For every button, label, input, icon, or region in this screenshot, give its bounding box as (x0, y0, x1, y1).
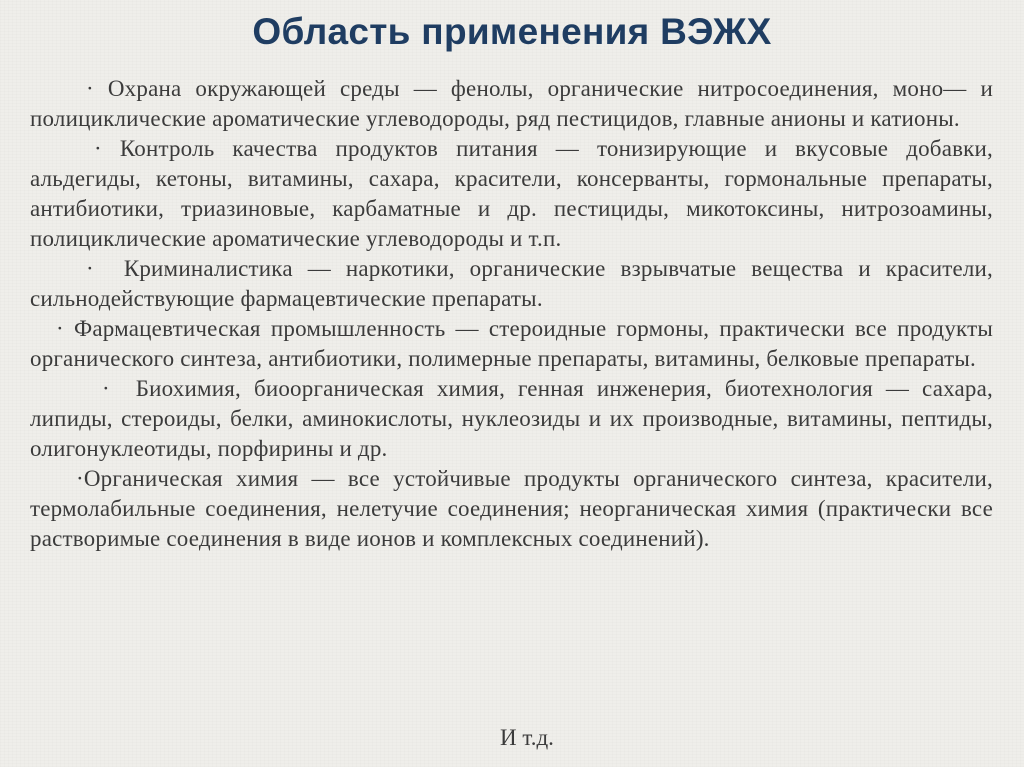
paragraph-pharma (30, 314, 993, 374)
paragraph-food-quality (30, 134, 993, 254)
slide-title: Область применения ВЭЖХ (252, 11, 772, 52)
paragraph-biochemistry (30, 374, 993, 464)
paragraph-text: Контроль качества продуктов питания — тонизирующие и вкусовые добавки, альдегиды, кетоны, витамины, сахара, красители, консерванты, гормональные препараты, антибиотики, триазиновые, карбаматные и др. пестициды, микотоксины, нитрозоамины, полициклические ароматические углеводороды и т.п. (30, 136, 993, 251)
bullet-marker: · (56, 316, 64, 341)
bullet-marker: · (86, 76, 94, 101)
bullet-marker: · (94, 136, 102, 161)
footer-etc: И т.д. (500, 725, 554, 750)
paragraph-forensics (30, 254, 993, 314)
paragraph-text: Органическая химия — все устойчивые продукты органического синтеза, красители, термолабильные соединения, нелетучие соединения; неорганическая химия (практически все растворимые соединения в виде ионов и комплексных соединений). (30, 466, 993, 551)
paragraph-text: Фармацевтическая промышленность — стероидные гормоны, практически все продукты органического синтеза, антибиотики, полимерные препараты, витамины, белковые препараты. (30, 316, 994, 371)
bullet-marker: · (86, 256, 94, 281)
paragraph-organic-chemistry (30, 464, 993, 554)
paragraph-text: Биохимия, биоорганическая химия, генная инженерия, биотехнология — сахара, липиды, стероиды, белки, аминокислоты, нуклеозиды и их производные, витамины, пептиды, олигонуклеотиды, порфирины и др. (30, 376, 993, 461)
paragraph-text: Охрана окружающей среды — фенолы, органические нитросоединения, моно— и полициклические ароматические углеводороды, ряд пестицидов, главные анионы и катионы. (30, 76, 993, 131)
bullet-marker: · (102, 376, 110, 401)
paragraph-environment (30, 74, 993, 134)
slide-content (30, 74, 993, 554)
paragraph-text: Криминалистика — наркотики, органические взрывчатые вещества и красители, сильнодействующие фармацевтические препараты. (30, 256, 993, 311)
bullet-marker: · (76, 466, 84, 491)
